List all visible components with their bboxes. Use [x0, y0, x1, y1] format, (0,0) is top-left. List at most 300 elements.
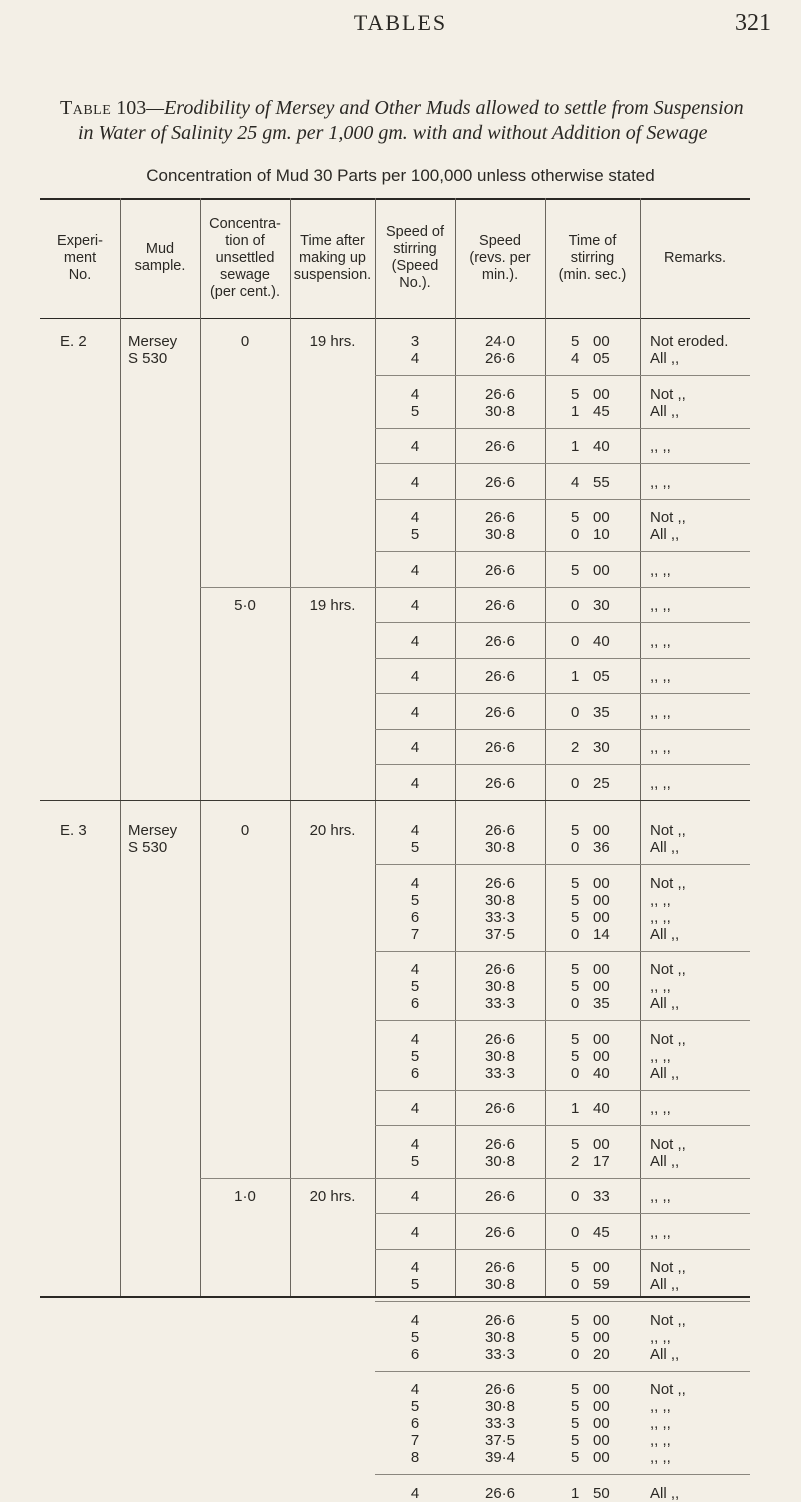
stir-minutes: 5 — [571, 961, 580, 978]
speed-revs: 30·8 — [484, 526, 516, 543]
speed-number: 7 — [410, 925, 420, 943]
stir-minutes: 1 — [571, 668, 580, 685]
column-header-mud — [120, 241, 200, 275]
row-group-separator — [375, 693, 750, 694]
table-bottom-rule — [40, 1296, 750, 1298]
remarks: ,, ,, — [650, 978, 671, 995]
speed-number: 7 — [410, 1432, 420, 1449]
column-header-line: unsettled — [215, 249, 275, 266]
stir-minutes: 5 — [571, 509, 580, 526]
speed-number: 4 — [410, 668, 420, 685]
speed-revs: 26·6 — [484, 561, 516, 579]
speed-revs: 26·6 — [484, 774, 516, 792]
stir-seconds: 45 — [593, 1223, 610, 1241]
column-header-line: Concentra- — [209, 215, 281, 232]
remarks: Not ,, — [650, 1135, 686, 1153]
remarks: ,, ,, — [650, 1188, 671, 1205]
stir-minutes: 0 — [571, 839, 580, 856]
column-header-line: Speed of — [385, 224, 445, 240]
column-divider — [640, 198, 641, 1296]
stir-seconds: 40 — [593, 632, 610, 650]
remarks: ,, ,, — [650, 597, 671, 614]
stir-seconds: 40 — [593, 438, 610, 455]
running-title: TABLES — [353, 10, 448, 35]
stir-minutes: 5 — [571, 891, 580, 909]
stir-minutes: 5 — [571, 1135, 580, 1153]
remarks: Not ,, — [650, 385, 686, 403]
column-header-line: Remarks. — [663, 249, 727, 266]
column-header-line: tion of — [225, 232, 265, 249]
page-number: 321 — [735, 10, 771, 36]
stir-minutes: 1 — [571, 402, 580, 420]
remarks: ,, ,, — [650, 1223, 671, 1241]
column-divider — [375, 198, 376, 1296]
remarks: All ,, — [650, 402, 680, 420]
remarks: ,, ,, — [650, 561, 671, 579]
remarks: ,, ,, — [650, 739, 671, 756]
speed-revs: 33·3 — [484, 1064, 516, 1082]
row-group-separator — [375, 622, 750, 623]
stir-seconds: 00 — [593, 333, 610, 350]
speed-revs: 26·6 — [484, 703, 516, 721]
speed-number: 5 — [410, 402, 420, 420]
page-header — [0, 10, 801, 42]
stir-minutes: 5 — [571, 1381, 580, 1398]
table-number: 103 — [116, 97, 147, 119]
stir-minutes: 0 — [571, 1188, 580, 1205]
row-group-separator — [375, 551, 750, 552]
stir-seconds: 14 — [593, 925, 610, 943]
remarks: All ,, — [650, 839, 680, 856]
speed-number: 4 — [410, 874, 420, 892]
column-divider — [545, 198, 546, 1296]
stir-seconds: 25 — [593, 774, 610, 792]
stir-minutes: 0 — [571, 925, 580, 943]
remarks: ,, ,, — [650, 632, 671, 650]
speed-number: 4 — [410, 703, 420, 721]
column-header-speed-stirring — [375, 224, 455, 292]
column-header-experiment — [40, 233, 120, 284]
stir-seconds: 00 — [593, 1047, 610, 1065]
stir-seconds: 00 — [593, 1311, 610, 1329]
speed-revs: 26·6 — [484, 597, 516, 614]
remarks: All ,, — [650, 1484, 680, 1502]
stir-minutes: 4 — [571, 350, 580, 367]
speed-revs: 26·6 — [484, 1223, 516, 1241]
remarks: ,, ,, — [650, 1328, 671, 1346]
stir-seconds: 00 — [593, 561, 610, 579]
stir-minutes: 0 — [571, 526, 580, 543]
speed-number: 4 — [410, 739, 420, 756]
speed-revs: 30·8 — [484, 1047, 516, 1065]
sewage-concentration: 0 — [240, 822, 250, 839]
remarks: ,, ,, — [650, 908, 671, 926]
speed-number: 6 — [410, 1345, 420, 1363]
remarks: All ,, — [650, 526, 680, 543]
stir-seconds: 00 — [593, 1030, 610, 1048]
row-group-separator — [375, 1125, 750, 1126]
remarks: Not ,, — [650, 961, 686, 978]
remarks: All ,, — [650, 1064, 680, 1082]
speed-number: 4 — [410, 385, 420, 403]
mud-sample-code: S 530 — [128, 350, 168, 367]
speed-revs: 39·4 — [484, 1449, 516, 1466]
column-divider — [455, 198, 456, 1296]
experiment-separator — [40, 800, 750, 801]
speed-revs: 26·6 — [484, 739, 516, 756]
row-group-separator — [375, 1213, 750, 1214]
speed-revs: 26·6 — [484, 1188, 516, 1205]
stir-minutes: 5 — [571, 908, 580, 926]
stir-minutes: 5 — [571, 1415, 580, 1432]
remarks: Not ,, — [650, 509, 686, 526]
stir-minutes: 0 — [571, 703, 580, 721]
row-group-separator — [375, 375, 750, 376]
column-header-line: Time of — [568, 232, 617, 249]
row-group-separator — [375, 1020, 750, 1021]
remarks: ,, ,, — [650, 774, 671, 792]
stir-minutes: 5 — [571, 1432, 580, 1449]
remarks: Not ,, — [650, 822, 686, 839]
remarks: All ,, — [650, 1345, 680, 1363]
table-top-rule — [40, 198, 750, 200]
remarks: ,, ,, — [650, 1398, 671, 1415]
column-header-remarks — [640, 250, 750, 267]
speed-number: 4 — [410, 509, 420, 526]
speed-number: 4 — [410, 350, 420, 367]
speed-revs: 26·6 — [484, 385, 516, 403]
mud-sample: Mersey — [128, 822, 178, 839]
caption-title-line2: in Water of Salinity 25 gm. per 1,000 gm. with and without Addition of Sewage — [78, 122, 708, 144]
remarks: Not ,, — [650, 1381, 686, 1398]
column-header-line: (per cent.). — [209, 283, 281, 300]
remarks: ,, ,, — [650, 473, 671, 491]
speed-number: 5 — [410, 839, 420, 856]
stir-seconds: 00 — [593, 1432, 610, 1449]
column-header-line: (min. sec.) — [558, 266, 627, 283]
stir-minutes: 5 — [571, 1047, 580, 1065]
speed-number: 5 — [410, 1152, 420, 1170]
stir-seconds: 30 — [593, 739, 610, 756]
stir-minutes: 5 — [571, 1449, 580, 1466]
speed-number: 4 — [410, 1259, 420, 1276]
stir-seconds: 00 — [593, 978, 610, 995]
remarks: Not eroded. — [650, 333, 729, 350]
row-group-separator — [375, 1249, 750, 1250]
stir-seconds: 00 — [593, 874, 610, 892]
stir-seconds: 55 — [593, 473, 610, 491]
stir-minutes: 2 — [571, 1152, 580, 1170]
stir-minutes: 5 — [571, 822, 580, 839]
column-header-line: (revs. per — [469, 249, 531, 266]
remarks: All ,, — [650, 995, 680, 1012]
speed-revs: 33·3 — [484, 908, 516, 926]
row-group-separator — [375, 1301, 750, 1302]
time-after-making-up: 19 hrs. — [309, 597, 356, 614]
column-header-time-stirring — [545, 233, 640, 284]
speed-number: 4 — [410, 1223, 420, 1241]
remarks: ,, ,, — [650, 1100, 671, 1117]
remarks: ,, ,, — [650, 891, 671, 909]
stir-seconds: 00 — [593, 385, 610, 403]
speed-number: 4 — [410, 473, 420, 491]
speed-number: 4 — [410, 961, 420, 978]
speed-revs: 24·0 — [484, 333, 516, 350]
speed-revs: 26·6 — [484, 473, 516, 491]
stir-minutes: 5 — [571, 1030, 580, 1048]
speed-revs: 30·8 — [484, 402, 516, 420]
time-after-making-up: 20 hrs. — [309, 822, 356, 839]
stir-seconds: 00 — [593, 822, 610, 839]
speed-revs: 26·6 — [484, 874, 516, 892]
stir-minutes: 1 — [571, 1484, 580, 1502]
column-header-line: Mud — [145, 241, 175, 257]
speed-number: 4 — [410, 597, 420, 614]
speed-number: 6 — [410, 1064, 420, 1082]
stir-minutes: 5 — [571, 333, 580, 350]
stir-seconds: 17 — [593, 1152, 610, 1170]
row-group-separator — [375, 1371, 750, 1372]
column-header-line: Speed — [479, 232, 521, 249]
column-header-line: (Speed — [391, 258, 439, 274]
stir-seconds: 00 — [593, 509, 610, 526]
speed-revs: 37·5 — [484, 925, 516, 943]
column-header-line: making up — [299, 249, 366, 266]
stir-seconds: 36 — [593, 839, 610, 856]
stir-seconds: 00 — [593, 1449, 610, 1466]
row-group-separator — [375, 951, 750, 952]
remarks: ,, ,, — [650, 1047, 671, 1065]
stir-minutes: 5 — [571, 1328, 580, 1346]
stir-seconds: 05 — [593, 668, 610, 685]
speed-number: 5 — [410, 1047, 420, 1065]
stir-minutes: 5 — [571, 561, 580, 579]
remarks: ,, ,, — [650, 1415, 671, 1432]
column-header-time-after — [290, 233, 375, 284]
stir-seconds: 00 — [593, 891, 610, 909]
mud-sample: Mersey — [128, 333, 178, 350]
sewage-concentration: 0 — [240, 333, 250, 350]
stir-minutes: 5 — [571, 1311, 580, 1329]
caption-title-line1: —Erodibility of Mersey and Other Muds allowed to settle from Suspension — [146, 97, 744, 119]
stir-minutes: 0 — [571, 774, 580, 792]
speed-revs: 26·6 — [484, 509, 516, 526]
speed-revs: 26·6 — [484, 961, 516, 978]
stir-minutes: 4 — [571, 473, 580, 491]
row-group-separator — [375, 499, 750, 500]
column-header-line: ment — [63, 249, 97, 266]
column-header-line: min.). — [481, 266, 519, 283]
stir-minutes: 1 — [571, 1100, 580, 1117]
stir-minutes: 0 — [571, 1345, 580, 1363]
speed-number: 4 — [410, 1311, 420, 1329]
stir-seconds: 33 — [593, 1188, 610, 1205]
stir-seconds: 40 — [593, 1064, 610, 1082]
speed-number: 5 — [410, 1398, 420, 1415]
speed-number: 5 — [410, 891, 420, 909]
remarks: Not ,, — [650, 1311, 686, 1329]
speed-revs: 26·6 — [484, 1100, 516, 1117]
speed-revs: 30·8 — [484, 891, 516, 909]
table-label: Table — [60, 97, 112, 119]
speed-revs: 33·3 — [484, 1345, 516, 1363]
stir-minutes: 2 — [571, 739, 580, 756]
experiment-number: E. 3 — [60, 822, 87, 839]
row-group-separator — [375, 864, 750, 865]
stir-seconds: 05 — [593, 350, 610, 367]
speed-revs: 37·5 — [484, 1432, 516, 1449]
column-divider — [120, 198, 121, 1296]
speed-number: 8 — [410, 1449, 420, 1466]
speed-revs: 26·6 — [484, 350, 516, 367]
stir-minutes: 5 — [571, 1259, 580, 1276]
stir-seconds: 00 — [593, 1328, 610, 1346]
column-header-concentration — [200, 216, 290, 301]
speed-number: 4 — [410, 774, 420, 792]
column-header-line: sewage — [220, 266, 270, 283]
speed-revs: 26·6 — [484, 632, 516, 650]
stir-minutes: 0 — [571, 1223, 580, 1241]
speed-number: 4 — [410, 1188, 420, 1205]
row-group-separator — [375, 764, 750, 765]
speed-revs: 26·6 — [484, 1030, 516, 1048]
column-header-line: stirring — [393, 241, 437, 257]
sewage-concentration: 1·0 — [234, 1188, 256, 1205]
remarks: All ,, — [650, 1152, 680, 1170]
column-header-line: No. — [68, 266, 92, 283]
stir-minutes: 0 — [571, 632, 580, 650]
speed-number: 4 — [410, 1484, 420, 1502]
stir-minutes: 0 — [571, 1276, 580, 1293]
column-header-line: sample. — [134, 258, 186, 274]
remarks: ,, ,, — [650, 668, 671, 685]
speed-revs: 30·8 — [484, 1328, 516, 1346]
speed-number: 6 — [410, 995, 420, 1012]
row-group-separator — [375, 428, 750, 429]
column-divider — [290, 198, 291, 1296]
speed-revs: 26·6 — [484, 438, 516, 455]
remarks: All ,, — [650, 350, 680, 367]
row-group-separator — [375, 1474, 750, 1475]
speed-number: 6 — [410, 1415, 420, 1432]
row-group-separator — [375, 658, 750, 659]
remarks: Not ,, — [650, 874, 686, 892]
column-header-line: stirring — [570, 249, 615, 266]
speed-revs: 26·6 — [484, 668, 516, 685]
stir-seconds: 35 — [593, 703, 610, 721]
stir-seconds: 00 — [593, 1135, 610, 1153]
speed-number: 4 — [410, 561, 420, 579]
stir-minutes: 1 — [571, 438, 580, 455]
row-group-separator — [375, 587, 750, 588]
stir-minutes: 0 — [571, 1064, 580, 1082]
stir-seconds: 30 — [593, 597, 610, 614]
speed-revs: 26·6 — [484, 1381, 516, 1398]
stir-seconds: 00 — [593, 1398, 610, 1415]
column-header-line: suspension. — [293, 266, 372, 283]
speed-revs: 26·6 — [484, 1259, 516, 1276]
sewage-concentration: 5·0 — [234, 597, 256, 614]
speed-number: 4 — [410, 632, 420, 650]
speed-revs: 30·8 — [484, 839, 516, 856]
stir-seconds: 59 — [593, 1276, 610, 1293]
speed-revs: 33·3 — [484, 995, 516, 1012]
speed-revs: 30·8 — [484, 1152, 516, 1170]
column-header-line: No.). — [399, 275, 431, 291]
column-header-speed-revs — [455, 233, 545, 284]
remarks: ,, ,, — [650, 438, 671, 455]
stir-seconds: 10 — [593, 526, 610, 543]
speed-number: 4 — [410, 438, 420, 455]
remarks: ,, ,, — [650, 1432, 671, 1449]
speed-number: 4 — [410, 1135, 420, 1153]
speed-revs: 26·6 — [484, 1311, 516, 1329]
speed-revs: 26·6 — [484, 1135, 516, 1153]
column-divider — [200, 198, 201, 1296]
speed-number: 6 — [410, 908, 420, 926]
speed-revs: 30·8 — [484, 1276, 516, 1293]
stir-minutes: 0 — [571, 597, 580, 614]
speed-revs: 30·8 — [484, 978, 516, 995]
speed-revs: 26·6 — [484, 1484, 516, 1502]
stir-seconds: 00 — [593, 1381, 610, 1398]
speed-number: 4 — [410, 1100, 420, 1117]
remarks: ,, ,, — [650, 703, 671, 721]
stir-seconds: 50 — [593, 1484, 610, 1502]
column-header-line: Experi- — [57, 232, 103, 249]
speed-number: 5 — [410, 978, 420, 995]
time-after-making-up: 19 hrs. — [309, 333, 356, 350]
speed-revs: 33·3 — [484, 1415, 516, 1432]
stir-seconds: 00 — [593, 908, 610, 926]
row-group-separator — [375, 729, 750, 730]
row-group-separator — [375, 1178, 750, 1179]
stir-minutes: 5 — [571, 385, 580, 403]
experiment-number: E. 2 — [60, 333, 87, 350]
table-caption — [60, 96, 760, 146]
table-subtitle: Concentration of Mud 30 Parts per 100,000 unless otherwise stated — [146, 166, 655, 185]
stir-seconds: 20 — [593, 1345, 610, 1363]
stir-seconds: 00 — [593, 1259, 610, 1276]
speed-number: 4 — [410, 1381, 420, 1398]
remarks: Not ,, — [650, 1259, 686, 1276]
speed-number: 5 — [410, 526, 420, 543]
column-header-line: Time after — [300, 232, 365, 249]
stir-seconds: 00 — [593, 1415, 610, 1432]
stir-minutes: 5 — [571, 1398, 580, 1415]
stir-seconds: 00 — [593, 961, 610, 978]
remarks: All ,, — [650, 925, 680, 943]
mud-sample-code: S 530 — [128, 839, 168, 856]
speed-revs: 26·6 — [484, 822, 516, 839]
speed-number: 5 — [410, 1276, 420, 1293]
stir-seconds: 40 — [593, 1100, 610, 1117]
remarks: All ,, — [650, 1276, 680, 1293]
stir-minutes: 0 — [571, 995, 580, 1012]
speed-number: 5 — [410, 1328, 420, 1346]
time-after-making-up: 20 hrs. — [309, 1188, 356, 1205]
row-group-separator — [375, 463, 750, 464]
stir-minutes: 5 — [571, 874, 580, 892]
speed-revs: 30·8 — [484, 1398, 516, 1415]
speed-number: 4 — [410, 1030, 420, 1048]
remarks: ,, ,, — [650, 1449, 671, 1466]
stir-minutes: 5 — [571, 978, 580, 995]
remarks: Not ,, — [650, 1030, 686, 1048]
speed-number: 3 — [410, 333, 420, 350]
header-bottom-rule — [40, 318, 750, 319]
stir-seconds: 35 — [593, 995, 610, 1012]
